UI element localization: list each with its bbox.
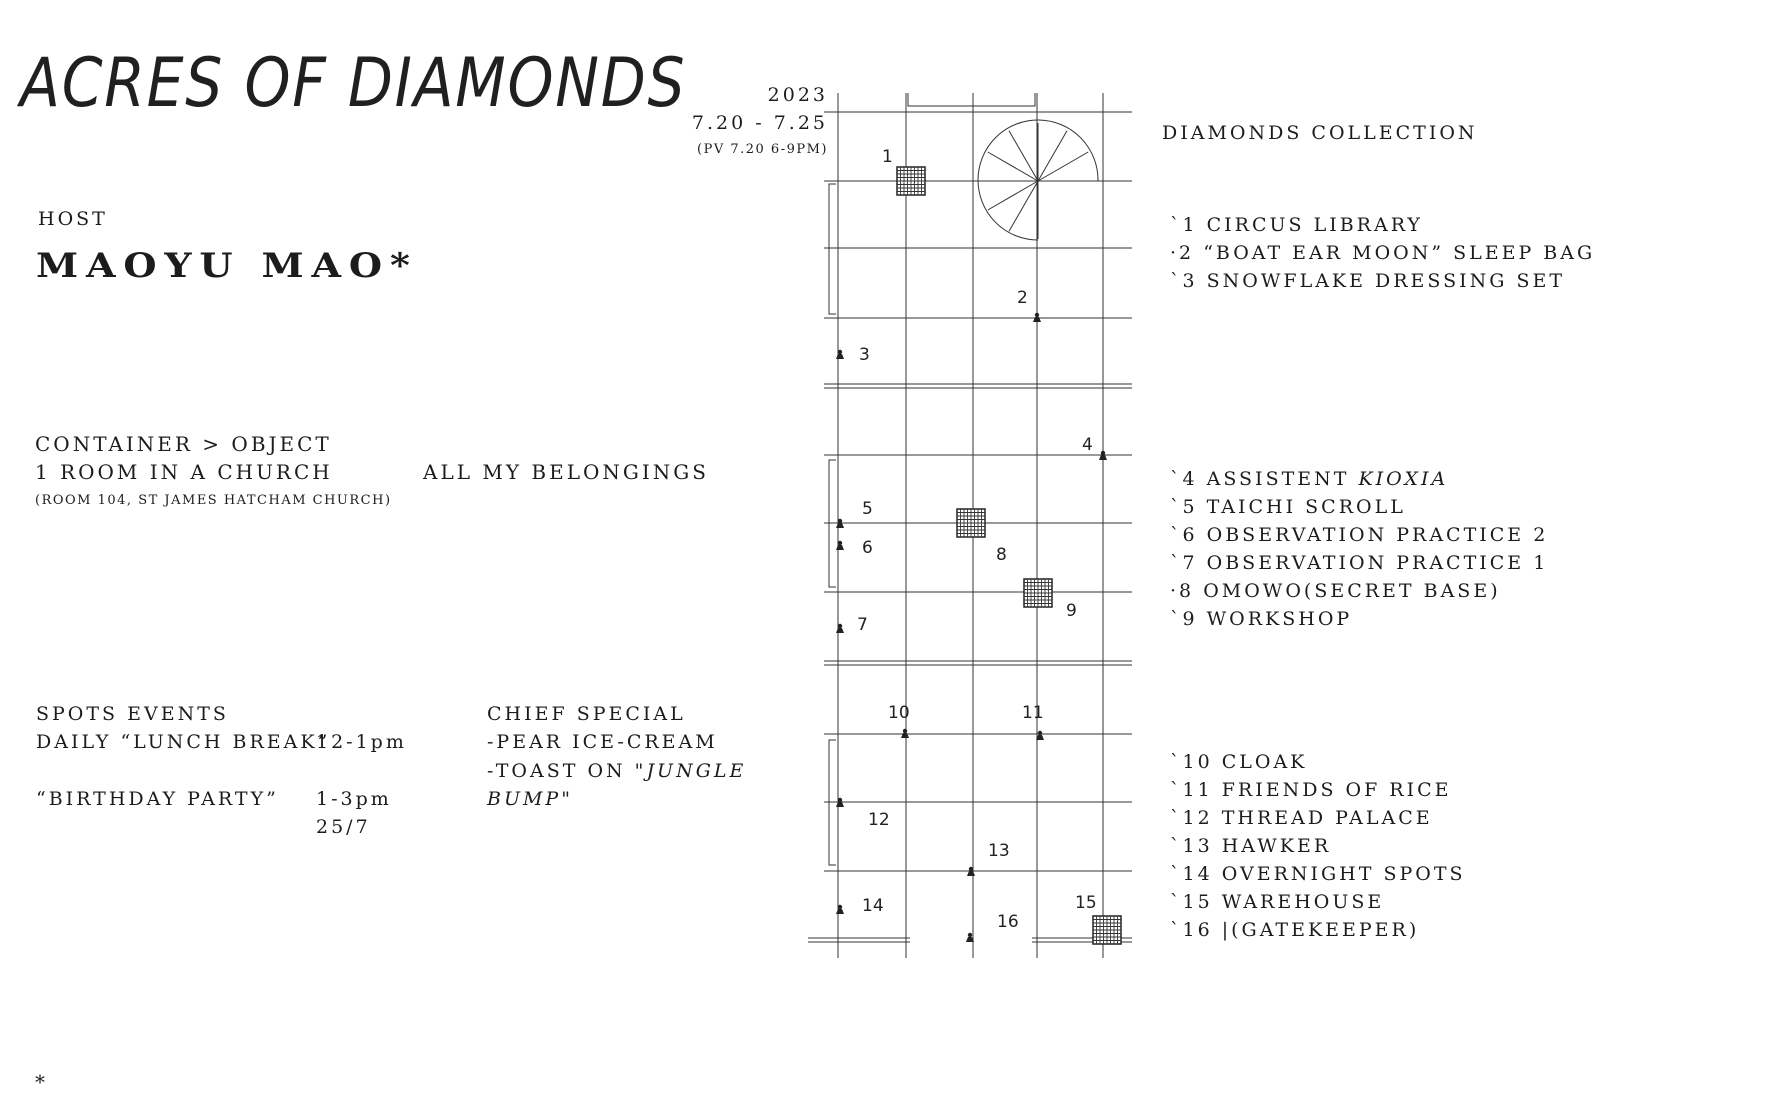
item-label: WORKSHOP	[1206, 608, 1353, 630]
collection-heading: DIAMONDS COLLECTION	[1162, 122, 1478, 144]
item-label: THREAD PALACE	[1221, 807, 1433, 829]
collection-item	[1170, 549, 1548, 577]
map-spot-number: 3	[859, 345, 870, 365]
collection-group-3	[1170, 748, 1466, 944]
item-label: WAREHOUSE	[1221, 891, 1385, 913]
item-number: `6	[1170, 524, 1198, 546]
map-spot-marker	[901, 729, 909, 738]
collection-item	[1170, 916, 1466, 944]
collection-item	[1170, 804, 1466, 832]
map-spot-number: 8	[996, 545, 1007, 565]
map-spot-number: 15	[1075, 893, 1097, 913]
item-label: OBSERVATION PRACTICE 1	[1206, 552, 1549, 574]
container-object: ALL MY BELONGINGS	[423, 460, 709, 484]
map-spot-number: 1	[882, 147, 893, 167]
map-spot-box	[1093, 916, 1121, 944]
event-name: “BIRTHDAY PARTY”	[36, 788, 279, 810]
item-label: HAWKER	[1221, 835, 1332, 857]
map-spot-number: 13	[988, 841, 1010, 861]
item-label: CIRCUS LIBRARY	[1206, 214, 1423, 236]
collection-item	[1170, 211, 1595, 239]
map-spot-marker	[836, 350, 844, 359]
item-number: `15	[1170, 891, 1213, 913]
special-italic: JUNGLE	[646, 760, 747, 782]
event-time: 12-1pm	[316, 731, 407, 753]
special-italic: BUMP	[487, 788, 562, 810]
collection-item	[1170, 748, 1466, 776]
map-spot-box	[957, 509, 985, 537]
event-date: 25/7	[316, 816, 371, 838]
map-spot-number: 7	[857, 615, 868, 635]
event-time: 1-3pm	[316, 788, 392, 810]
container-heading: CONTAINER > OBJECT	[35, 432, 332, 456]
item-number: `16	[1170, 919, 1213, 941]
item-label: SNOWFLAKE DRESSING SET	[1206, 270, 1566, 292]
collection-item	[1170, 493, 1548, 521]
map-spot-marker	[836, 905, 844, 914]
collection-item	[1170, 860, 1466, 888]
item-label: OMOWO(SECRET BASE)	[1203, 580, 1501, 602]
map-spot-number: 5	[862, 499, 873, 519]
spiral-staircase	[980, 123, 1096, 239]
map-spot-number: 16	[997, 912, 1019, 932]
item-label: ASSISTENT	[1206, 468, 1359, 490]
events-heading: SPOTS EVENTS	[36, 703, 229, 725]
item-label: OVERNIGHT SPOTS	[1221, 863, 1466, 885]
item-number: `5	[1170, 496, 1198, 518]
collection-item	[1170, 776, 1466, 804]
item-label: FRIENDS OF RICE	[1221, 779, 1452, 801]
item-number: `14	[1170, 863, 1213, 885]
map-spot-marker	[836, 541, 844, 550]
map-spot-number: 14	[862, 896, 884, 916]
item-number: ·8	[1170, 580, 1195, 602]
map-spot-marker	[1033, 313, 1041, 322]
collection-item	[1170, 239, 1595, 267]
item-number: `12	[1170, 807, 1213, 829]
map-spot-number: 12	[868, 810, 890, 830]
collection-group-2	[1170, 465, 1548, 633]
year: 2023	[767, 84, 828, 106]
item-label: |(GATEKEEPER)	[1221, 919, 1420, 941]
container-location: (ROOM 104, ST JAMES HATCHAM CHURCH)	[35, 493, 392, 508]
special-text: -TOAST ON "	[487, 760, 647, 782]
map-spot-number: 2	[1017, 288, 1028, 308]
preview-time: (PV 7.20 6-9PM)	[697, 142, 828, 157]
date-range: 7.20 - 7.25	[691, 112, 828, 134]
map-spot-number: 9	[1066, 601, 1077, 621]
item-label-italic: KIOXIA	[1358, 468, 1449, 490]
collection-item	[1170, 832, 1466, 860]
item-number: `13	[1170, 835, 1213, 857]
footnote-mark: *	[35, 1070, 45, 1094]
map-spot-marker	[836, 624, 844, 633]
poster-title: ACRES OF DIAMONDS	[20, 44, 687, 123]
special-item: -PEAR ICE-CREAM	[487, 731, 718, 753]
item-label: CLOAK	[1221, 751, 1308, 773]
item-number: `1	[1170, 214, 1198, 236]
special-text: "	[561, 788, 573, 810]
collection-item	[1170, 465, 1548, 493]
map-spot-number: 11	[1022, 703, 1044, 723]
collection-item	[1170, 521, 1548, 549]
item-number: `9	[1170, 608, 1198, 630]
collection-item	[1170, 577, 1548, 605]
host-label: HOST	[38, 208, 108, 230]
map-spot-box	[897, 167, 925, 195]
item-number: `3	[1170, 270, 1198, 292]
item-number: `11	[1170, 779, 1213, 801]
item-label: OBSERVATION PRACTICE 2	[1206, 524, 1549, 546]
item-label: TAICHI SCROLL	[1206, 496, 1406, 518]
map-spot-number: 10	[888, 703, 910, 723]
map-spot-box	[1024, 579, 1052, 607]
event-name: DAILY “LUNCH BREAK”	[36, 731, 331, 753]
collection-item	[1170, 267, 1595, 295]
item-number: `7	[1170, 552, 1198, 574]
container-room: 1 ROOM IN A CHURCH	[35, 460, 333, 484]
collection-item	[1170, 888, 1466, 916]
special-heading: CHIEF SPECIAL	[487, 703, 686, 725]
map-spots	[836, 147, 1121, 944]
collection-group-1	[1170, 211, 1595, 295]
host-name: MAOYU MAO*	[36, 246, 418, 286]
item-number: `10	[1170, 751, 1213, 773]
map-spot-number: 4	[1082, 435, 1093, 455]
item-number: ·2	[1170, 242, 1195, 264]
item-number: `4	[1170, 468, 1198, 490]
collection-item	[1170, 605, 1548, 633]
item-label: “BOAT EAR MOON” SLEEP BAG	[1203, 242, 1596, 264]
map-spot-number: 6	[862, 538, 873, 558]
